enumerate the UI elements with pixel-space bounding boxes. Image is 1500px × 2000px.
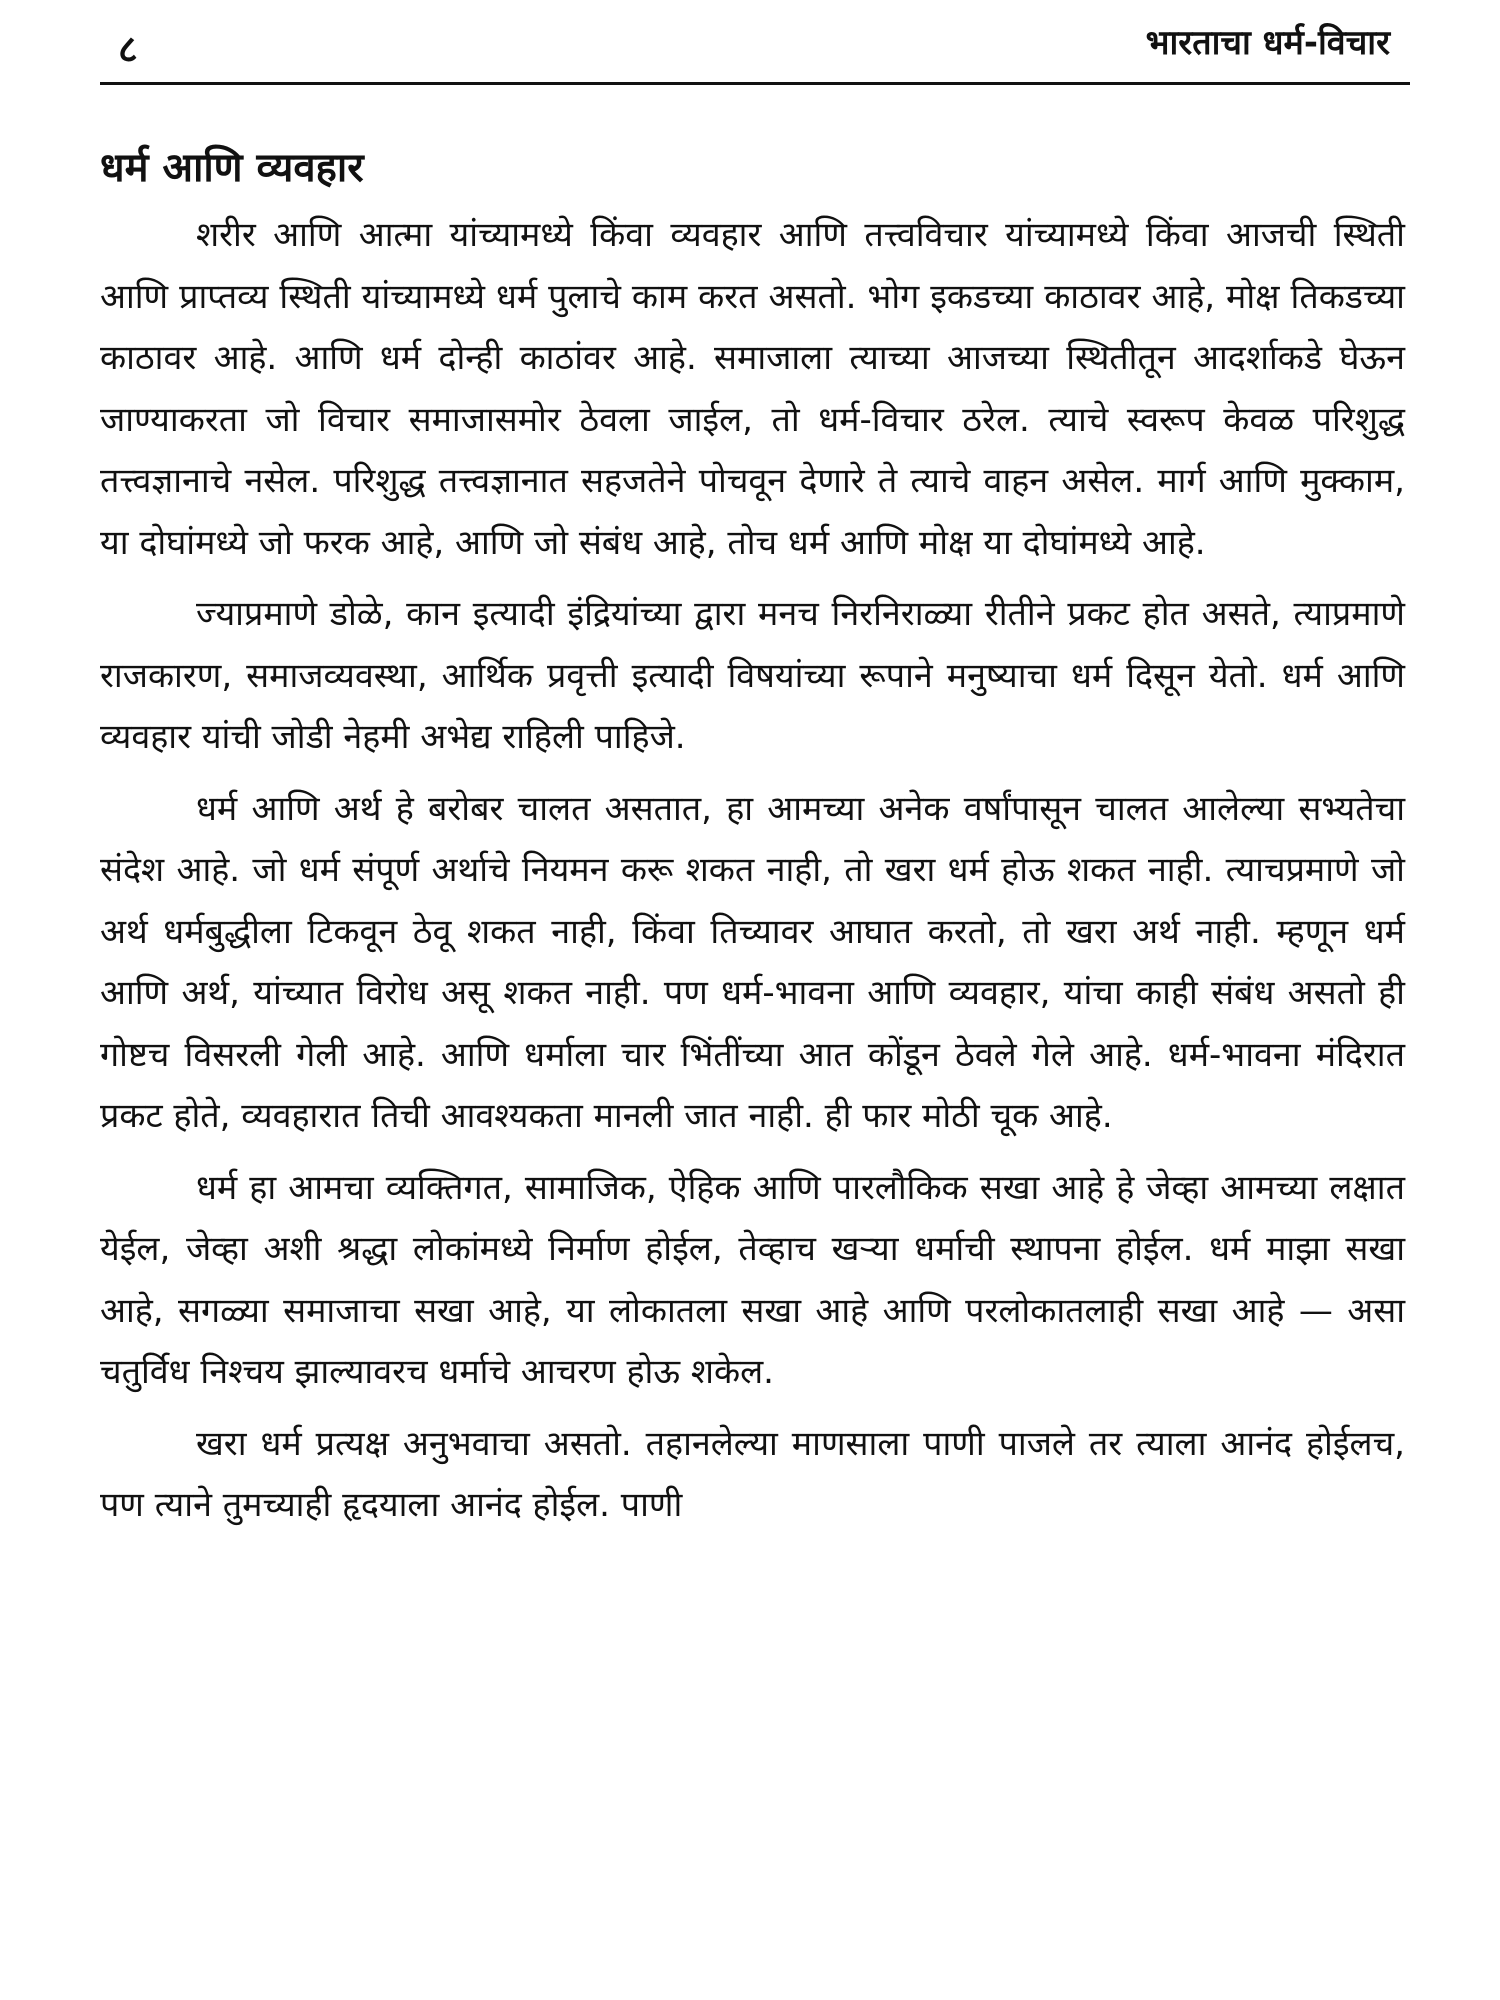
paragraph: धर्म हा आमचा व्यक्तिगत, सामाजिक, ऐहिक आणि पारलौकिक सखा आहे हे जेव्हा आमच्या लक्षात येईल, जेव्हा अशी श्रद्धा लोकांमध्ये निर्माण होईल, तेव्हाच खऱ्या धर्माची स्थापना होईल. धर्म माझा सखा आहे, सगळ्या समाजाचा सखा आहे, या लोकातला सखा आहे आणि परलोकातलाही सखा आहे — असा चतुर्विध निश्चय झाल्यावरच धर्माचे आचरण होऊ शकेल. bbox=[100, 1167, 1405, 1392]
header-rule bbox=[100, 82, 1410, 85]
paragraph: धर्म आणि अर्थ हे बरोबर चालत असतात, हा आमच्या अनेक वर्षांपासून चालत आलेल्या सभ्यतेचा संदेश आहे. जो धर्म संपूर्ण अर्थाचे नियमन करू शकत नाही, तो खरा धर्म होऊ शकत नाही. त्याचप्रमाणे जो अर्थ धर्मबुद्धीला टिकवून ठेवू शकत नाही, किंवा तिच्यावर आघात करतो, तो खरा अर्थ नाही. म्हणून धर्म आणि अर्थ, यांच्यात विरोध असू शकत नाही. पण धर्म-भावना आणि व्यवहार, यांचा काही संबंध असतो ही गोष्टच विसरली गेली आहे. आणि धर्माला चार भिंतींच्या आत कोंडून ठेवले गेले आहे. धर्म-भावना मंदिरात प्रकट होते, व्यवहारात तिची आवश्यकता मानली जात नाही. ही फार मोठी चूक आहे. bbox=[100, 788, 1405, 1136]
running-title: भारताचा धर्म-विचार bbox=[1145, 23, 1390, 63]
section-title: धर्म आणि व्यवहार bbox=[100, 145, 364, 191]
paragraph: शरीर आणि आत्मा यांच्यामध्ये किंवा व्यवहार आणि तत्त्वविचार यांच्यामध्ये किंवा आजची स्थिती आणि प्राप्तव्य स्थिती यांच्यामध्ये धर्म पुलाचे काम करत असतो. भोग इकडच्या काठावर आहे, मोक्ष तिकडच्या काठावर आहे. आणि धर्म दोन्ही काठांवर आहे. समाजाला त्याच्या आजच्या स्थितीतून आदर्शाकडे घेऊन जाण्याकरता जो विचार समाजासमोर ठेवला जाईल, तो धर्म-विचार ठरेल. त्याचे स्वरूप केवळ परिशुद्ध तत्त्वज्ञानाचे नसेल. परिशुद्ध तत्त्वज्ञानात सहजतेने पोचवून देणारे ते त्याचे वाहन असेल. मार्ग आणि मुक्काम, या दोघांमध्ये जो फरक आहे, आणि जो संबंध आहे, तोच धर्म आणि मोक्ष या दोघांमध्ये आहे. bbox=[100, 215, 1405, 563]
body-text bbox=[100, 205, 1405, 1537]
paragraph: खरा धर्म प्रत्यक्ष अनुभवाचा असतो. तहानलेल्या माणसाला पाणी पाजले तर त्याला आनंद होईलच, पण त्याने तुमच्याही हृदयाला आनंद होईल. पाणी bbox=[100, 1423, 1405, 1525]
paragraph: ज्याप्रमाणे डोळे, कान इत्यादी इंद्रियांच्या द्वारा मनच निरनिराळ्या रीतीने प्रकट होत असते, त्याप्रमाणे राजकारण, समाजव्यवस्था, आर्थिक प्रवृत्ती इत्यादी विषयांच्या रूपाने मनुष्याचा धर्म दिसून येतो. धर्म आणि व्यवहार यांची जोडी नेहमी अभेद्य राहिली पाहिजे. bbox=[100, 594, 1405, 757]
page-number: ८ bbox=[118, 27, 138, 71]
